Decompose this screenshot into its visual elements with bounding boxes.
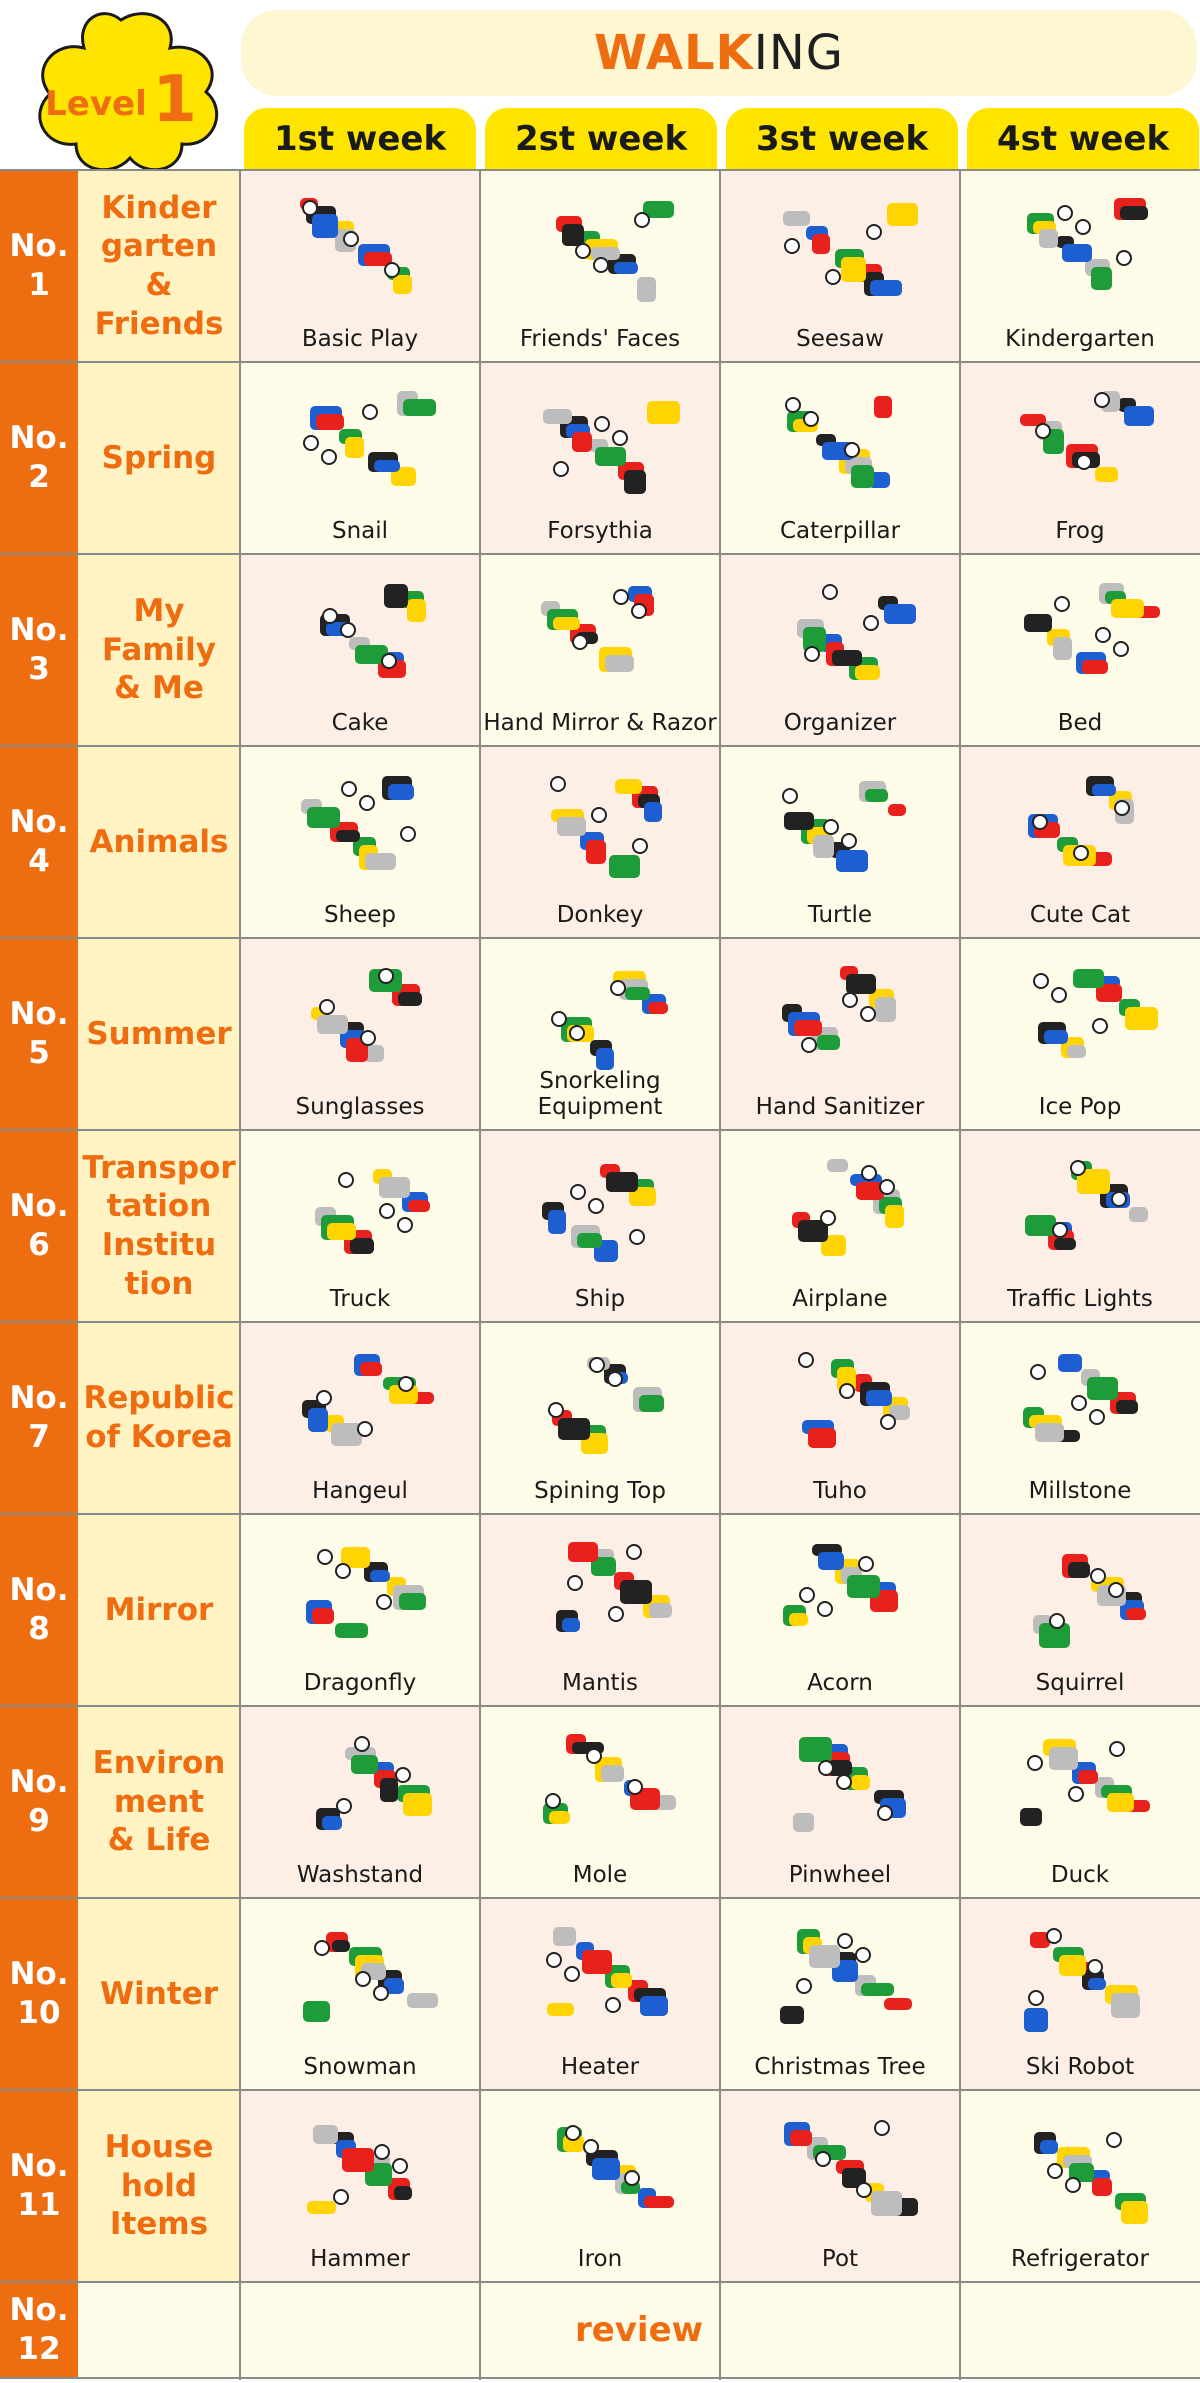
block-model-image <box>1000 2104 1160 2228</box>
block-model-image <box>280 2104 440 2228</box>
grid-divider <box>0 1129 1200 1131</box>
grid-divider <box>0 2281 1200 2283</box>
unit-number <box>0 1706 78 1898</box>
grid-divider <box>0 2089 1200 2091</box>
activity-label: Mole <box>572 1862 628 1888</box>
activity-label: Heater <box>560 2054 640 2080</box>
activity-cell <box>720 554 960 746</box>
activity-cell <box>960 746 1200 938</box>
unit-row <box>0 1130 1200 1322</box>
unit-number-prefix: No. <box>9 1188 69 1225</box>
grid-divider <box>0 1705 1200 1707</box>
activity-cell <box>240 2090 480 2282</box>
activity-label: Donkey <box>556 902 644 928</box>
activity-label: Pot <box>821 2246 859 2272</box>
activity-cell <box>240 1322 480 1514</box>
activity-cell <box>240 1706 480 1898</box>
unit-row <box>0 1514 1200 1706</box>
activity-label: Airplane <box>792 1286 888 1312</box>
activity-cell <box>720 1322 960 1514</box>
block-model-image <box>520 2104 680 2228</box>
block-model-image <box>760 1336 920 1460</box>
activity-label: Turtle <box>807 902 873 928</box>
unit-theme: Republic of Korea <box>78 1322 240 1514</box>
block-model-image <box>1000 1720 1160 1844</box>
unit-theme: Transpor tation Institu tion <box>78 1130 240 1322</box>
grid-divider <box>0 1321 1200 1323</box>
block-model-image <box>760 760 920 884</box>
block-model-image <box>280 1528 440 1652</box>
unit-number-prefix: No. <box>9 1956 69 1993</box>
block-model-image <box>760 1912 920 2036</box>
unit-number <box>0 2282 78 2378</box>
activity-cell <box>960 1514 1200 1706</box>
activity-label: Sheep <box>323 902 397 928</box>
activity-label: Snorkeling Equipment <box>537 1068 663 1120</box>
activity-label: Kindergarten <box>1005 326 1155 352</box>
block-model-image <box>520 568 680 692</box>
unit-number-prefix: No. <box>9 1380 69 1417</box>
unit-number-prefix: No. <box>9 996 69 1033</box>
unit-number-value: 12 <box>17 2331 61 2367</box>
block-model-image <box>1000 1912 1160 2036</box>
activity-cell <box>720 1898 960 2090</box>
activity-label: Hand Sanitizer <box>755 1094 925 1120</box>
unit-number-prefix: No. <box>9 1764 69 1801</box>
block-model-image <box>520 1528 680 1652</box>
title-regular-part: ING <box>753 25 844 81</box>
activity-cell <box>960 1130 1200 1322</box>
unit-number <box>0 1514 78 1706</box>
block-model-image <box>760 2104 920 2228</box>
activity-cell <box>720 746 960 938</box>
unit-number <box>0 362 78 554</box>
unit-row <box>0 170 1200 362</box>
block-model-image <box>520 760 680 884</box>
unit-number-value: 3 <box>28 651 50 687</box>
unit-theme: House hold Items <box>78 2090 240 2282</box>
grid-divider <box>0 2377 1200 2379</box>
unit-number-prefix: No. <box>9 804 69 841</box>
activity-label: Traffic Lights <box>1007 1286 1153 1312</box>
unit-number <box>0 170 78 362</box>
week-header-2: 2st week <box>485 108 717 170</box>
block-model-image <box>280 952 440 1076</box>
activity-cell <box>480 362 720 554</box>
block-model-image <box>760 1144 920 1268</box>
activity-cell <box>960 938 1200 1130</box>
unit-theme: Environ ment & Life <box>78 1706 240 1898</box>
block-model-image <box>1000 376 1160 500</box>
activity-cell <box>720 362 960 554</box>
block-model-image <box>520 1912 680 2036</box>
activity-label: Refrigerator <box>1011 2246 1149 2272</box>
unit-number <box>0 1322 78 1514</box>
activity-label: Hangeul <box>312 1478 408 1504</box>
grid-divider <box>0 1897 1200 1899</box>
unit-number <box>0 746 78 938</box>
activity-label: Seesaw <box>796 326 884 352</box>
block-model-image <box>1000 952 1160 1076</box>
activity-cell <box>240 746 480 938</box>
block-model-image <box>280 1720 440 1844</box>
block-model-image <box>280 1336 440 1460</box>
activity-cell <box>240 1514 480 1706</box>
activity-label: Basic Play <box>301 326 419 352</box>
block-model-image <box>760 1528 920 1652</box>
activity-label: Dragonfly <box>303 1670 417 1696</box>
activity-cell <box>240 1130 480 1322</box>
block-model-image <box>280 1144 440 1268</box>
unit-number-prefix: No. <box>9 2148 69 2185</box>
block-model-image <box>280 760 440 884</box>
activity-cell <box>720 1130 960 1322</box>
unit-number-value: 11 <box>17 2187 61 2223</box>
activity-cell <box>480 2090 720 2282</box>
activity-cell <box>240 1898 480 2090</box>
unit-theme: Mirror <box>78 1514 240 1706</box>
grid-divider <box>479 170 481 2380</box>
activity-label: Ship <box>574 1286 626 1312</box>
activity-cell <box>960 554 1200 746</box>
unit-number <box>0 1898 78 2090</box>
activity-label: Hammer <box>310 2246 410 2272</box>
grid-divider <box>719 170 721 2380</box>
activity-cell <box>960 1898 1200 2090</box>
unit-number-value: 10 <box>17 1995 61 2031</box>
level-badge <box>10 6 232 176</box>
grid-divider <box>0 1513 1200 1515</box>
activity-cell <box>720 1706 960 1898</box>
activity-label: Mantis <box>562 1670 638 1696</box>
block-model-image <box>1000 1144 1160 1268</box>
activity-cell <box>240 170 480 362</box>
unit-row <box>0 938 1200 1130</box>
activity-label: Duck <box>1050 1862 1110 1888</box>
activity-label: Sunglasses <box>295 1094 425 1120</box>
activity-cell <box>960 170 1200 362</box>
unit-theme: My Family & Me <box>78 554 240 746</box>
review-label: review <box>78 2282 1200 2378</box>
unit-number-value: 5 <box>28 1035 50 1071</box>
activity-label: Cute Cat <box>1029 902 1131 928</box>
activity-label: Tuho <box>813 1478 867 1504</box>
unit-theme: Spring <box>78 362 240 554</box>
activity-label: Christmas Tree <box>754 2054 926 2080</box>
unit-theme: Kinder garten & Friends <box>78 170 240 362</box>
block-model-image <box>1000 1336 1160 1460</box>
unit-number-prefix: No. <box>9 1572 69 1609</box>
block-model-image <box>520 1336 680 1460</box>
grid-divider <box>239 170 241 2380</box>
activity-label: Spining Top <box>534 1478 666 1504</box>
activity-cell <box>240 362 480 554</box>
unit-number-value: 4 <box>28 843 50 879</box>
activity-cell <box>960 1706 1200 1898</box>
activity-label: Caterpillar <box>779 518 901 544</box>
unit-row <box>0 1706 1200 1898</box>
activity-cell <box>480 1706 720 1898</box>
activity-cell <box>240 554 480 746</box>
title-bold-part: WALK <box>594 25 754 81</box>
unit-row <box>0 2090 1200 2282</box>
level-label <box>10 63 232 137</box>
unit-number <box>0 1130 78 1322</box>
activity-cell <box>720 938 960 1130</box>
grid-divider <box>0 553 1200 555</box>
activity-label: Truck <box>329 1286 391 1312</box>
activity-cell <box>480 1322 720 1514</box>
block-model-image <box>760 1720 920 1844</box>
unit-number-value: 7 <box>28 1419 50 1455</box>
week-header-1: 1st week <box>244 108 476 170</box>
block-model-image <box>520 1144 680 1268</box>
activity-label: Cake <box>331 710 389 736</box>
block-model-image <box>1000 1528 1160 1652</box>
unit-number-prefix: No. <box>9 420 69 457</box>
activity-label: Bed <box>1057 710 1103 736</box>
activity-label: Ice Pop <box>1038 1094 1122 1120</box>
activity-cell <box>480 746 720 938</box>
level-word: Level <box>45 84 147 124</box>
activity-cell <box>480 938 720 1130</box>
activity-cell <box>480 1898 720 2090</box>
unit-number <box>0 554 78 746</box>
block-model-image <box>520 376 680 500</box>
unit-row <box>0 746 1200 938</box>
activity-label: Snowman <box>303 2054 417 2080</box>
block-model-image <box>520 1720 680 1844</box>
course-title <box>241 10 1197 96</box>
unit-number-prefix: No. <box>9 228 69 265</box>
activity-cell <box>720 170 960 362</box>
unit-number <box>0 938 78 1130</box>
activity-label: Frog <box>1055 518 1105 544</box>
week-header-4: 4st week <box>967 108 1199 170</box>
review-row <box>0 2282 1200 2378</box>
activity-cell <box>960 2090 1200 2282</box>
grid-divider <box>0 361 1200 363</box>
grid-divider <box>0 169 1200 171</box>
activity-cell <box>720 1514 960 1706</box>
block-model-image <box>760 184 920 308</box>
activity-cell <box>480 1130 720 1322</box>
block-model-image <box>280 376 440 500</box>
level-number: 1 <box>152 63 197 137</box>
block-model-image <box>760 376 920 500</box>
activity-label: Friends' Faces <box>519 326 681 352</box>
activity-cell <box>240 938 480 1130</box>
activity-label: Acorn <box>807 1670 873 1696</box>
activity-label: Washstand <box>296 1862 424 1888</box>
activity-label: Pinwheel <box>788 1862 892 1888</box>
unit-row <box>0 362 1200 554</box>
activity-cell <box>960 362 1200 554</box>
unit-number-value: 6 <box>28 1227 50 1263</box>
unit-number-prefix: No. <box>9 2292 69 2329</box>
unit-number-value: 9 <box>28 1803 50 1839</box>
block-model-image <box>280 184 440 308</box>
unit-theme: Summer <box>78 938 240 1130</box>
unit-number <box>0 2090 78 2282</box>
grid-divider <box>959 170 961 2380</box>
grid-divider <box>0 937 1200 939</box>
block-model-image <box>1000 760 1160 884</box>
activity-label: Forsythia <box>547 518 653 544</box>
block-model-image <box>1000 184 1160 308</box>
unit-number-value: 2 <box>28 459 50 495</box>
unit-theme: Winter <box>78 1898 240 2090</box>
block-model-image <box>1000 568 1160 692</box>
activity-label: Millstone <box>1028 1478 1132 1504</box>
unit-row <box>0 554 1200 746</box>
activity-label: Snail <box>331 518 389 544</box>
block-model-image <box>520 184 680 308</box>
activity-label: Iron <box>577 2246 623 2272</box>
unit-number-prefix: No. <box>9 612 69 649</box>
activity-cell <box>480 170 720 362</box>
block-model-image <box>760 952 920 1076</box>
block-model-image <box>280 568 440 692</box>
unit-number-value: 1 <box>28 267 50 303</box>
week-header-3: 3st week <box>726 108 958 170</box>
unit-theme: Animals <box>78 746 240 938</box>
activity-label: Squirrel <box>1035 1670 1125 1696</box>
activity-cell <box>480 554 720 746</box>
unit-row <box>0 1898 1200 2090</box>
activity-label: Hand Mirror & Razor <box>483 710 717 736</box>
activity-label: Organizer <box>783 710 897 736</box>
activity-cell <box>960 1322 1200 1514</box>
grid-divider <box>0 745 1200 747</box>
block-model-image <box>760 568 920 692</box>
activity-label: Ski Robot <box>1025 2054 1135 2080</box>
unit-number-value: 8 <box>28 1611 50 1647</box>
activity-cell <box>720 2090 960 2282</box>
block-model-image <box>280 1912 440 2036</box>
activity-cell <box>480 1514 720 1706</box>
unit-row <box>0 1322 1200 1514</box>
block-model-image <box>520 952 680 1076</box>
